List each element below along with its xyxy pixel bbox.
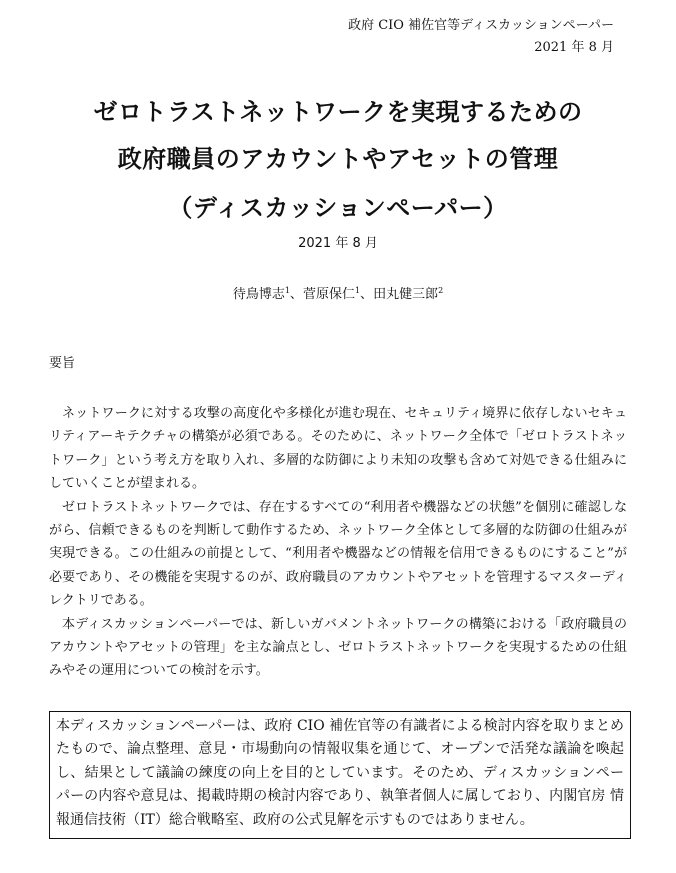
abstract	[49, 402, 627, 683]
author-separator: 、	[289, 287, 303, 302]
summary-heading: 要旨	[49, 356, 76, 371]
title-line-3: （ディスカッションペーパー）	[168, 194, 508, 222]
author-separator: 、	[360, 287, 374, 302]
title-line-2: 政府職員のアカウントやアセットの管理	[117, 145, 559, 173]
author-affiliation: 1	[354, 286, 361, 295]
abstract-paragraph: 本ディスカッションペーパーでは、新しいガバメントネットワークの構築における「政府職員のアカウントやアセットの管理」を主な論点とし、ゼロトラストネットワークを実現するための仕組みやその運用についての検討を示す。	[49, 616, 627, 679]
disclaimer-box	[49, 711, 631, 839]
abstract-paragraph: ゼロトラストネットワークでは、存在するすべての“利用者や機器などの状態”を個別に確認しながら、信頼できるものを判断して動作するため、ネットワーク全体として多層的な防御の仕組みが実現できる。この仕組みの前提として、“利用者や機器などの情報を信用できるものにすること”が必要であり、その機能を実現するのが、政府職員のアカウントやアセットを管理するマスターディレクトリである。	[49, 499, 627, 609]
author-name: 菅原保仁	[302, 287, 355, 302]
header-date-line: 2021 年 8 月	[534, 40, 614, 55]
author-name: 田丸健三郎	[373, 287, 439, 302]
header-org-line: 政府 CIO 補佐官等ディスカッションペーパー	[348, 18, 614, 33]
author-name: 待鳥博志	[232, 287, 285, 302]
publication-date: 2021 年 8 月	[298, 236, 378, 251]
title-line-1: ゼロトラストネットワークを実現するための	[93, 98, 583, 126]
author-affiliation: 2	[438, 286, 444, 295]
author-list	[0, 286, 676, 304]
disclaimer-text: 本ディスカッションペーパーは、政府 CIO 補佐官等の有識者による検討内容を取りまとめたもので、論点整理、意見・市場動向の情報収集を通じて、オープンで活発な議論を喚起し、結果として議論の練度の向上を目的としています。そのため、ディスカッションペーパーの内容や意見は、掲載時期の検討内容であり、執筆者個人に属しており、内閣官房 情報通信技術（IT）総合戦略室、政府の公式見解を示すものではありません。	[56, 718, 624, 828]
abstract-paragraph: ネットワークに対する攻撃の高度化や多様化が進む現在、セキュリティ境界に依存しないセキュリティアーキテクチャの構築が必須である。そのために、ネットワーク全体で「ゼロトラストネットワーク」という考え方を取り入れ、多層的な防御により未知の攻撃も含めて対処できる仕組みにしていくことが望まれる。	[49, 406, 627, 492]
author-affiliation: 1	[284, 286, 290, 295]
